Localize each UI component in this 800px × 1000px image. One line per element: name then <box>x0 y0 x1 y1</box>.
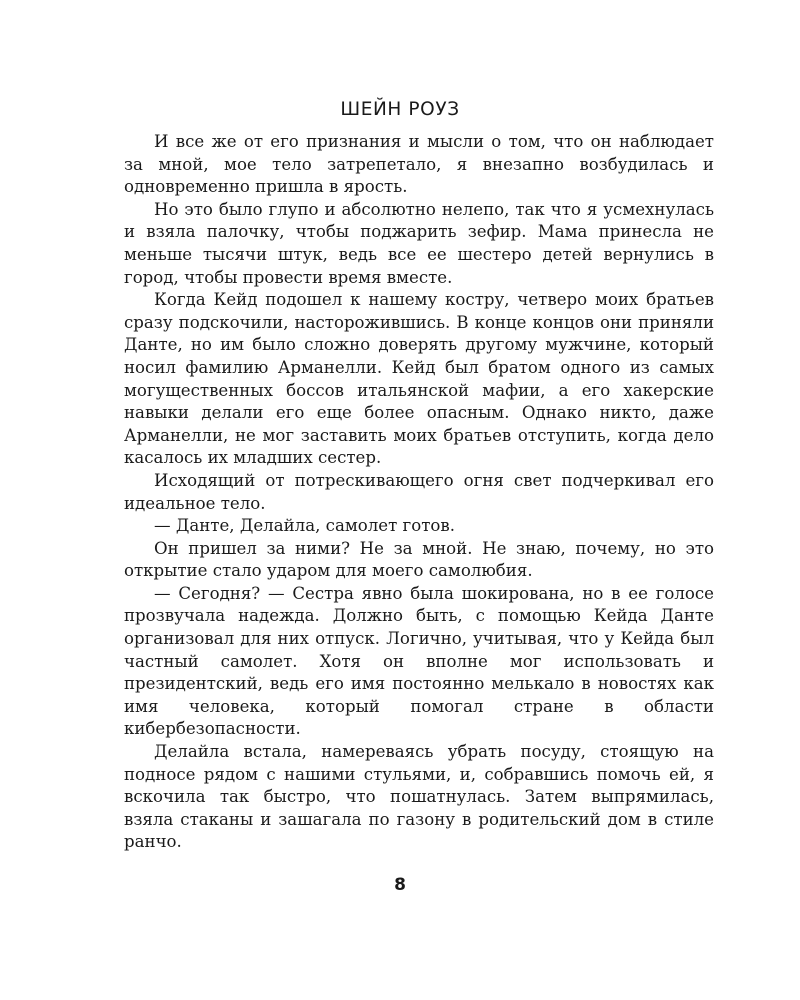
paragraph: Он пришел за ними? Не за мной. Не знаю, почему, но это открытие стало ударом для моего самолюбия. <box>124 538 714 581</box>
paragraph: Исходящий от потрескивающего огня свет подчеркивал его идеальное тело. <box>124 470 714 513</box>
paragraph: Но это было глупо и абсолютно нелепо, так что я усмехнулась и взяла палочку, чтобы поджарить зефир. Мама принесла не меньше тысячи штук, ведь все ее шестеро детей вернулись в город, чтобы провести время вместе. <box>124 199 714 287</box>
dialogue-paragraph: — Сегодня? — Сестра явно была шокирована, но в ее голосе прозвучала надежда. Должно быть, с помощью Кейда Данте организовал для них отпуск. Логично, учитывая, что у Кейда был частный самолет. Хотя он вполне мог использовать и президентский, ведь его имя постоянно мелькало в новостях как имя человека, который помогал стране в области кибербезопасности. <box>124 583 714 739</box>
paragraph: И все же от его признания и мысли о том, что он наблюдает за мной, мое тело затрепетало, я внезапно возбудилась и одновременно пришла в ярость. <box>124 132 714 197</box>
paragraph: Когда Кейд подошел к нашему костру, четверо моих братьев сразу подскочили, насторожившись. В конце концов они приняли Данте, но им было сложно доверять другому мужчине, который носил фамилию Арманелли. Кейд был братом одного из самых могущественных боссов итальянской мафии, а его хакерские навыки делали его еще более опасным. Однако никто, даже Арманелли, не мог заставить моих братьев отступить, когда дело касалось их младших сестер. <box>124 290 714 468</box>
running-head: ШЕЙН РОУЗ <box>340 99 460 120</box>
page-number: 8 <box>394 875 406 895</box>
body-text <box>124 131 714 854</box>
paragraph: Делайла встала, намереваясь убрать посуду, стоящую на подносе рядом с нашими стульями, и, собравшись помочь ей, я вскочила так быстро, что пошатнулась. Затем выпрямилась, взяла стаканы и зашагала по газону в родительский дом в стиле ранчо. <box>124 742 714 852</box>
dialogue-paragraph: — Данте, Делайла, самолет готов. <box>154 516 456 536</box>
